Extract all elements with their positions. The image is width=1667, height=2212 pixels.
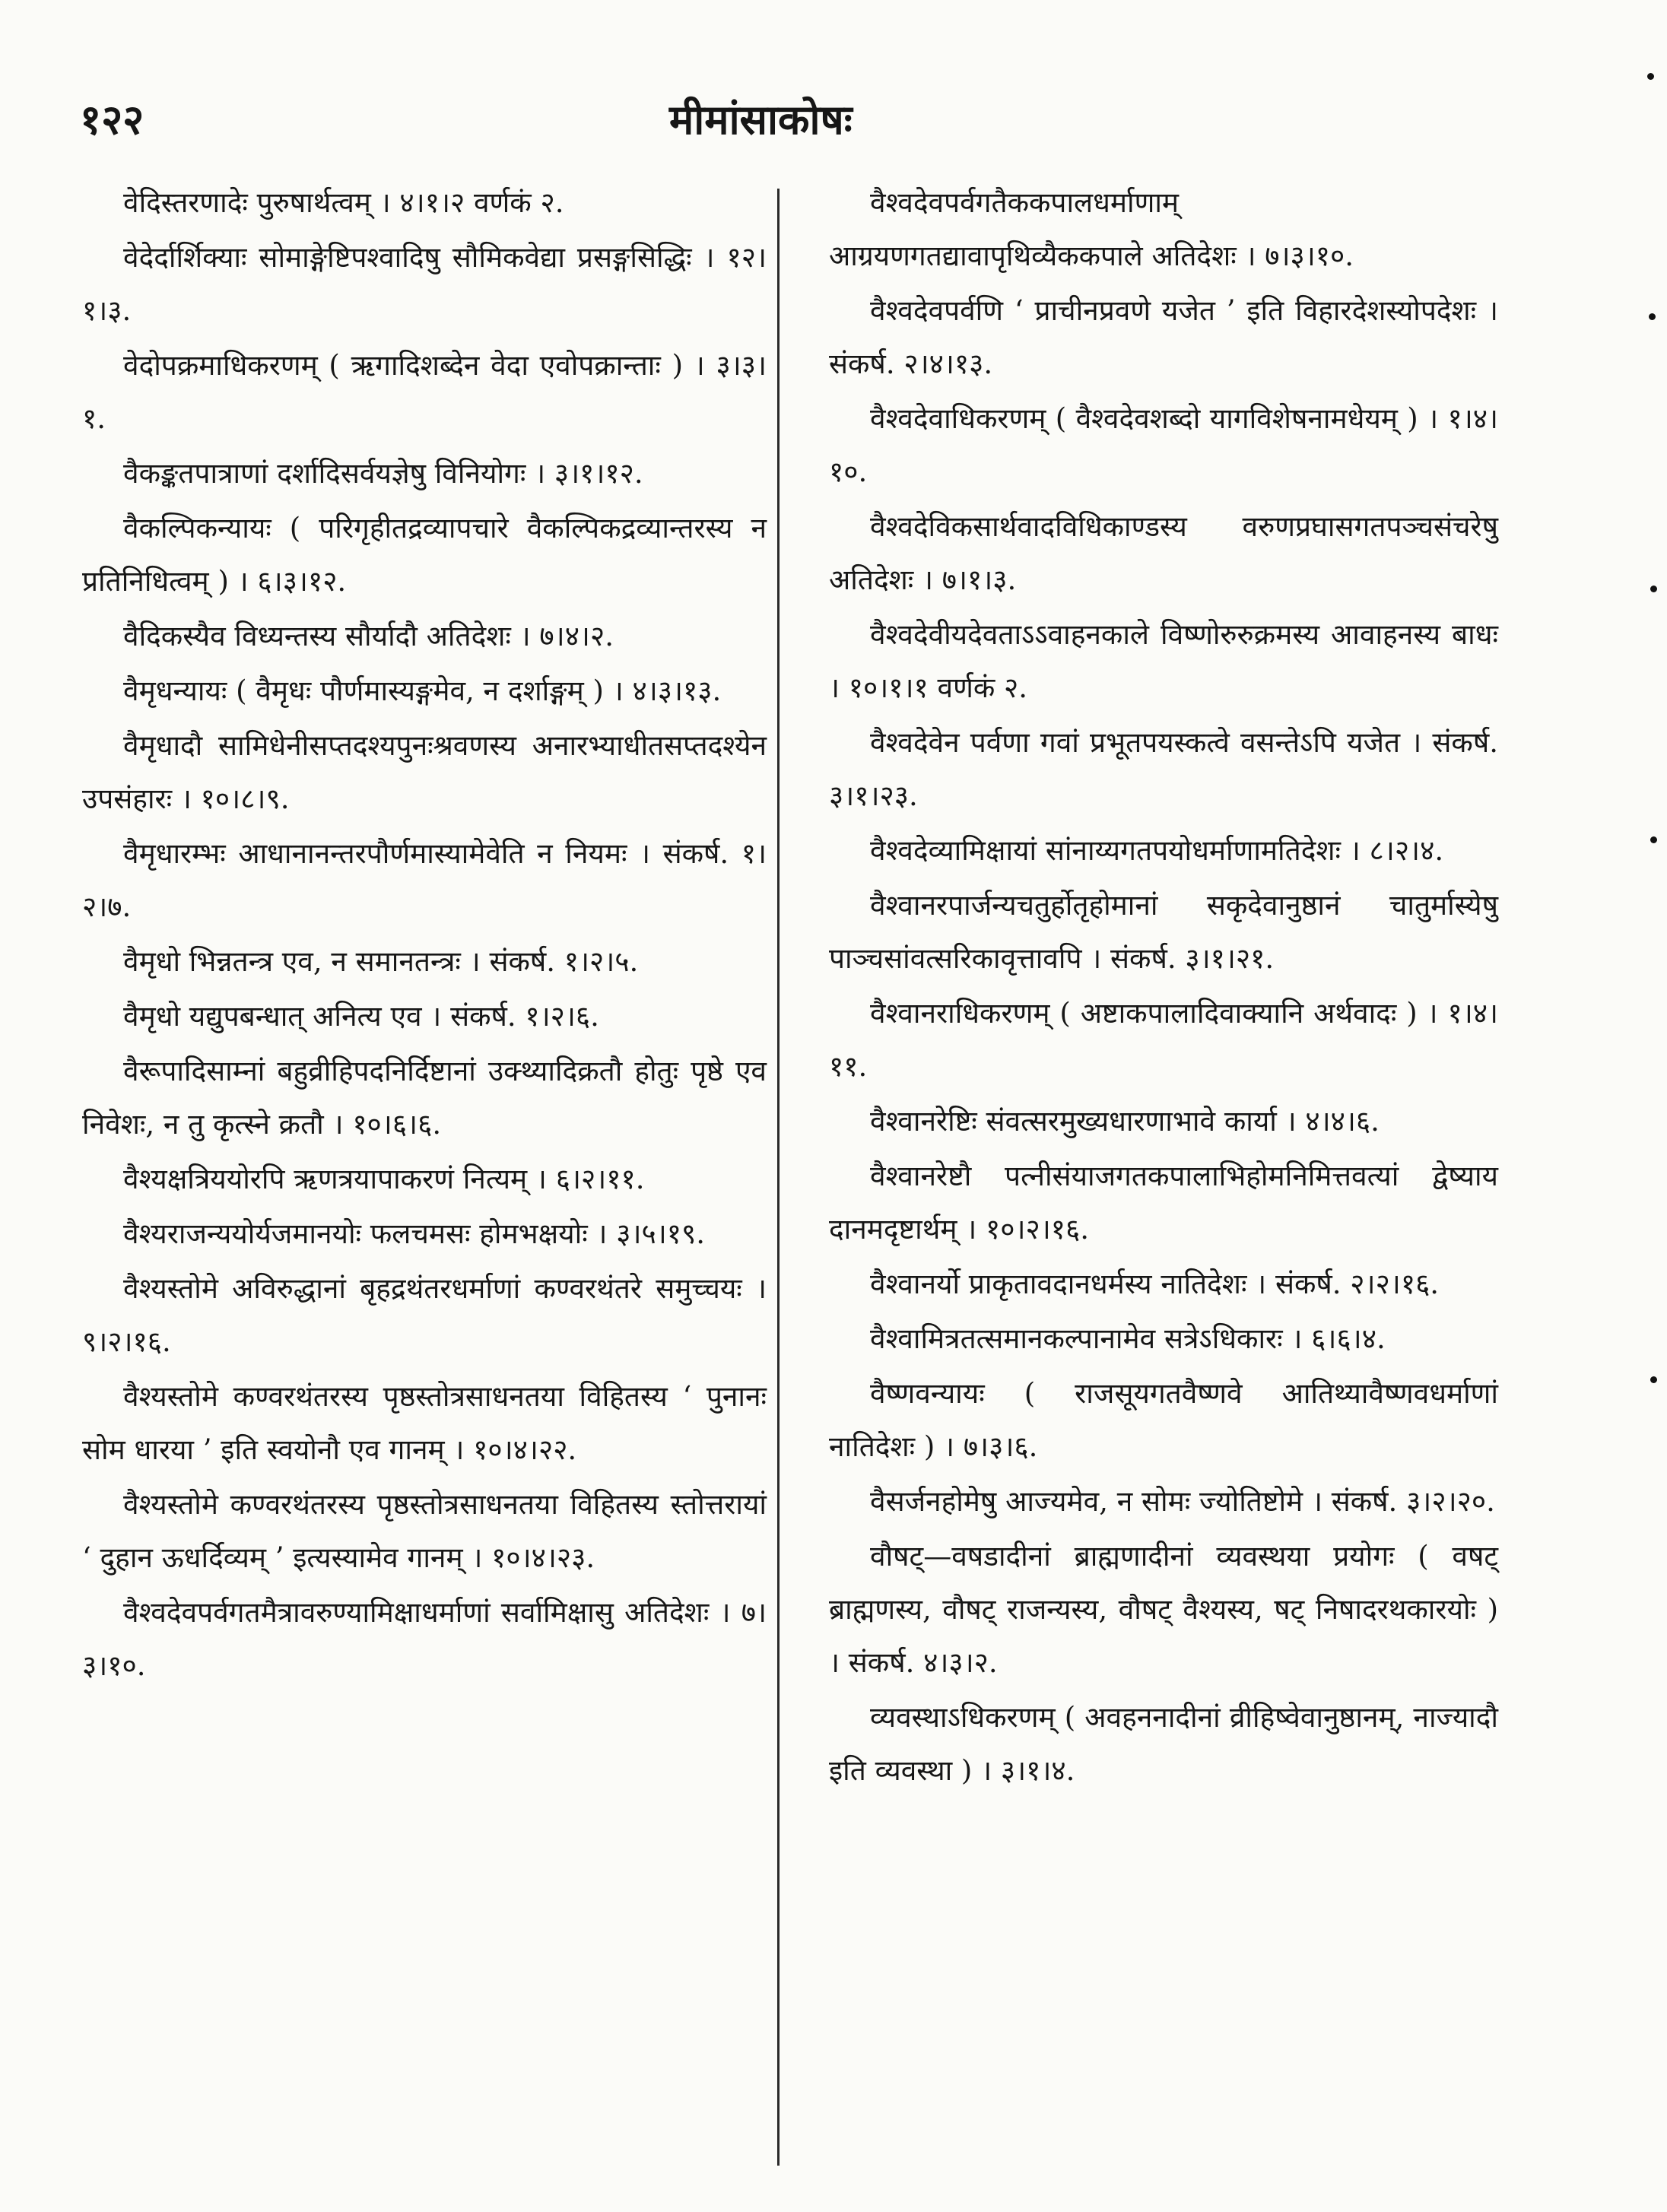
index-entry: वैश्यस्तोमे अविरुद्धानां बृहद्रथंतरधर्माणां कण्वरथंतरे समुच्चयः । ९।२।१६. [82,1272,767,1358]
index-entry: वैश्वानर्यो प्राकृतावदानधर्मस्य नातिदेशः । संकर्ष. २।२।१६. [870,1268,1440,1300]
index-entry: वैश्वदेवेन पर्वणा गवां प्रभूतपयस्कत्वे वसन्तेऽपि यजेत । संकर्ष. ३।१।२३. [829,726,1498,812]
index-entry: वैश्वदेवपर्वणि ‘ प्राचीनप्रवणे यजेत ’ इति विहारदेशस्योपदेशः । संकर्ष. २।४।१३. [829,294,1498,380]
index-entry: वैश्वदेवपर्वगतैककपालधर्माणाम् आग्रयणगतद्यावापृथिव्यैककपाले अतिदेशः । ७।३।१०. [829,186,1354,272]
index-entry: वैश्वदेवपर्वगतमैत्रावरुण्यामिक्षाधर्माणां सर्वामिक्षासु अतिदेशः । ७।३।१०. [82,1596,767,1682]
index-entry: वैदिकस्यैव विध्यन्तस्य सौर्यादौ अतिदेशः । ७।४।२. [123,620,614,652]
index-entry: वैश्वदेवाधिकरणम् ( वैश्वदेवशब्दो यागविशेषनामधेयम् ) । १।४।१०. [829,402,1498,488]
index-entry: वैश्वानरपार्जन्यचतुर्होतृहोमानां सकृदेवानुष्ठानं चातुर्मास्येषु पाञ्चसांवत्सरिकावृत्तावपि । संकर्ष. ३।१।२१. [829,889,1498,975]
margin-dot [1650,836,1657,843]
index-entry: वैश्यस्तोमे कण्वरथंतरस्य पृष्ठस्तोत्रसाधनतया विहितस्य ‘ पुनानः सोम धारया ’ इति स्वयोनौ एव गानम् । १०।४।२२. [82,1380,767,1466]
index-entry: वैसर्जनहोमेषु आज्यमेव, न सोमः ज्योतिष्टोमे । संकर्ष. ३।२।२०. [870,1485,1495,1518]
margin-dot [1650,1376,1657,1383]
index-entry: वैश्वानरेष्टिः संवत्सरमुख्यधारणाभावे कार्या । ४।४।६. [870,1105,1380,1138]
page-number: १२२ [80,96,144,144]
index-entry: वैमृधारम्भः आधानानन्तरपौर्णमास्यामेवेति न नियमः । संकर्ष. १।२।७. [82,837,767,923]
index-entry: वेदोपक्रमाधिकरणम् ( ऋगादिशब्देन वेदा एवोपक्रान्ताः ) । ३।३।१. [82,349,767,435]
index-entry: वैश्यराजन्ययोर्यजमानयोः फलचमसः होमभक्षयोः । ३।५।१९. [123,1217,705,1250]
left-column [82,176,767,1694]
margin-dot [1650,586,1657,592]
index-entry: वैमृधादौ सामिधेनीसप्तदश्यपुनःश्रवणस्य अनारभ्याधीतसप्तदश्येन उपसंहारः । १०।८।९. [82,729,767,815]
index-entry: वैश्वानरेष्टौ पत्नीसंयाजगतकपालाभिहोमनिमित्तवत्यां द्वेष्याय दानमदृष्टार्थम् । १०।२।१६. [829,1160,1498,1246]
index-entry: वैश्वानराधिकरणम् ( अष्टाकपालादिवाक्यानि अर्थवादः ) । १।४।११. [829,997,1498,1083]
index-entry: वैष्णवन्यायः ( राजसूयगतवैष्णवे आतिथ्यावैष्णवधर्माणां नातिदेशः ) । ७।३।६. [829,1377,1498,1463]
index-entry: वैश्वामित्रतत्समानकल्पानामेव सत्रेऽधिकारः । ६।६।४. [870,1322,1386,1355]
index-entry: वौषट्—वषडादीनां ब्राह्मणादीनां व्यवस्थया प्रयोगः ( वषट् ब्राह्मणस्य, वौषट् राजन्यस्य, वौषट् वैश्यस्य, षट् निषादरथकारयोः ) । संकर्ष. ४।३।२. [829,1540,1498,1679]
index-entry: वैश्वदेव्यामिक्षायां सांनाय्यगतपयोधर्माणामतिदेशः । ८।२।४. [870,834,1444,867]
margin-dot [1647,73,1654,80]
index-entry: वैमृधो यद्युपबन्धात् अनित्य एव । संकर्ष. १।२।६. [123,1000,599,1033]
page-header [0,0,1667,175]
index-entry: वेदिस्तरणादेः पुरुषार्थत्वम् । ४।१।२ वर्णकं २. [123,186,564,219]
index-entry: वैश्यक्षत्रिययोरपि ऋणत्रयापाकरणं नित्यम् । ६।२।११. [123,1163,645,1195]
index-entry: वैकल्पिकन्यायः ( परिगृहीतद्रव्यापचारे वैकल्पिकद्रव्यान्तरस्य न प्रतिनिधित्वम् ) । ६।३।१२. [82,512,767,598]
index-entry: वैश्वदेवीयदेवताऽऽवाहनकाले विष्णोरुरुक्रमस्य आवाहनस्य बाधः । १०।१।१ वर्णकं २. [829,618,1498,704]
page-title: मीमांसाकोषः [669,96,853,144]
index-entry: वैश्वदेविकसार्थवादविधिकाण्डस्य वरुणप्रघासगतपञ्चसंचरेषु अतिदेशः । ७।१।३. [829,510,1498,596]
index-entry: वेदेर्दार्शिक्याः सोमाङ्गेष्टिपश्वादिषु सौमिकवेद्या प्रसङ्गसिद्धिः । १२।१।३. [82,241,767,327]
index-entry: वैकङ्कतपात्राणां दर्शादिसर्वयज्ञेषु विनियोगः । ३।१।१२. [123,457,643,490]
index-entry: वैमृधो भिन्नतन्त्र एव, न समानतन्त्रः । संकर्ष. १।२।५. [123,945,639,978]
index-entry: वैमृधन्यायः ( वैमृधः पौर्णमास्यङ्गमेव, न दर्शाङ्गम् ) । ४।३।१३. [123,674,722,707]
index-entry: वैरूपादिसाम्नां बहुव्रीहिपदनिर्दिष्टानां उक्थ्यादिक्रतौ होतुः पृष्ठे एव निवेशः, न तु कृत्स्ने क्रतौ । १०।६।६. [82,1055,767,1141]
column-divider [777,189,780,2166]
index-entry: व्यवस्थाऽधिकरणम् ( अवहननादीनां व्रीहिष्वेवानुष्ठानम्, नाज्यादौ इति व्यवस्था ) । ३।१।४. [829,1701,1498,1787]
margin-dot [1649,313,1656,320]
index-entry: वैश्यस्तोमे कण्वरथंतरस्य पृष्ठस्तोत्रसाधनतया विहितस्य स्तोत्तरायां ‘ दुहान ऊधर्दिव्यम् ’ इत्यस्यामेव गानम् । १०।४।२३. [82,1488,767,1574]
right-column [829,176,1498,1799]
